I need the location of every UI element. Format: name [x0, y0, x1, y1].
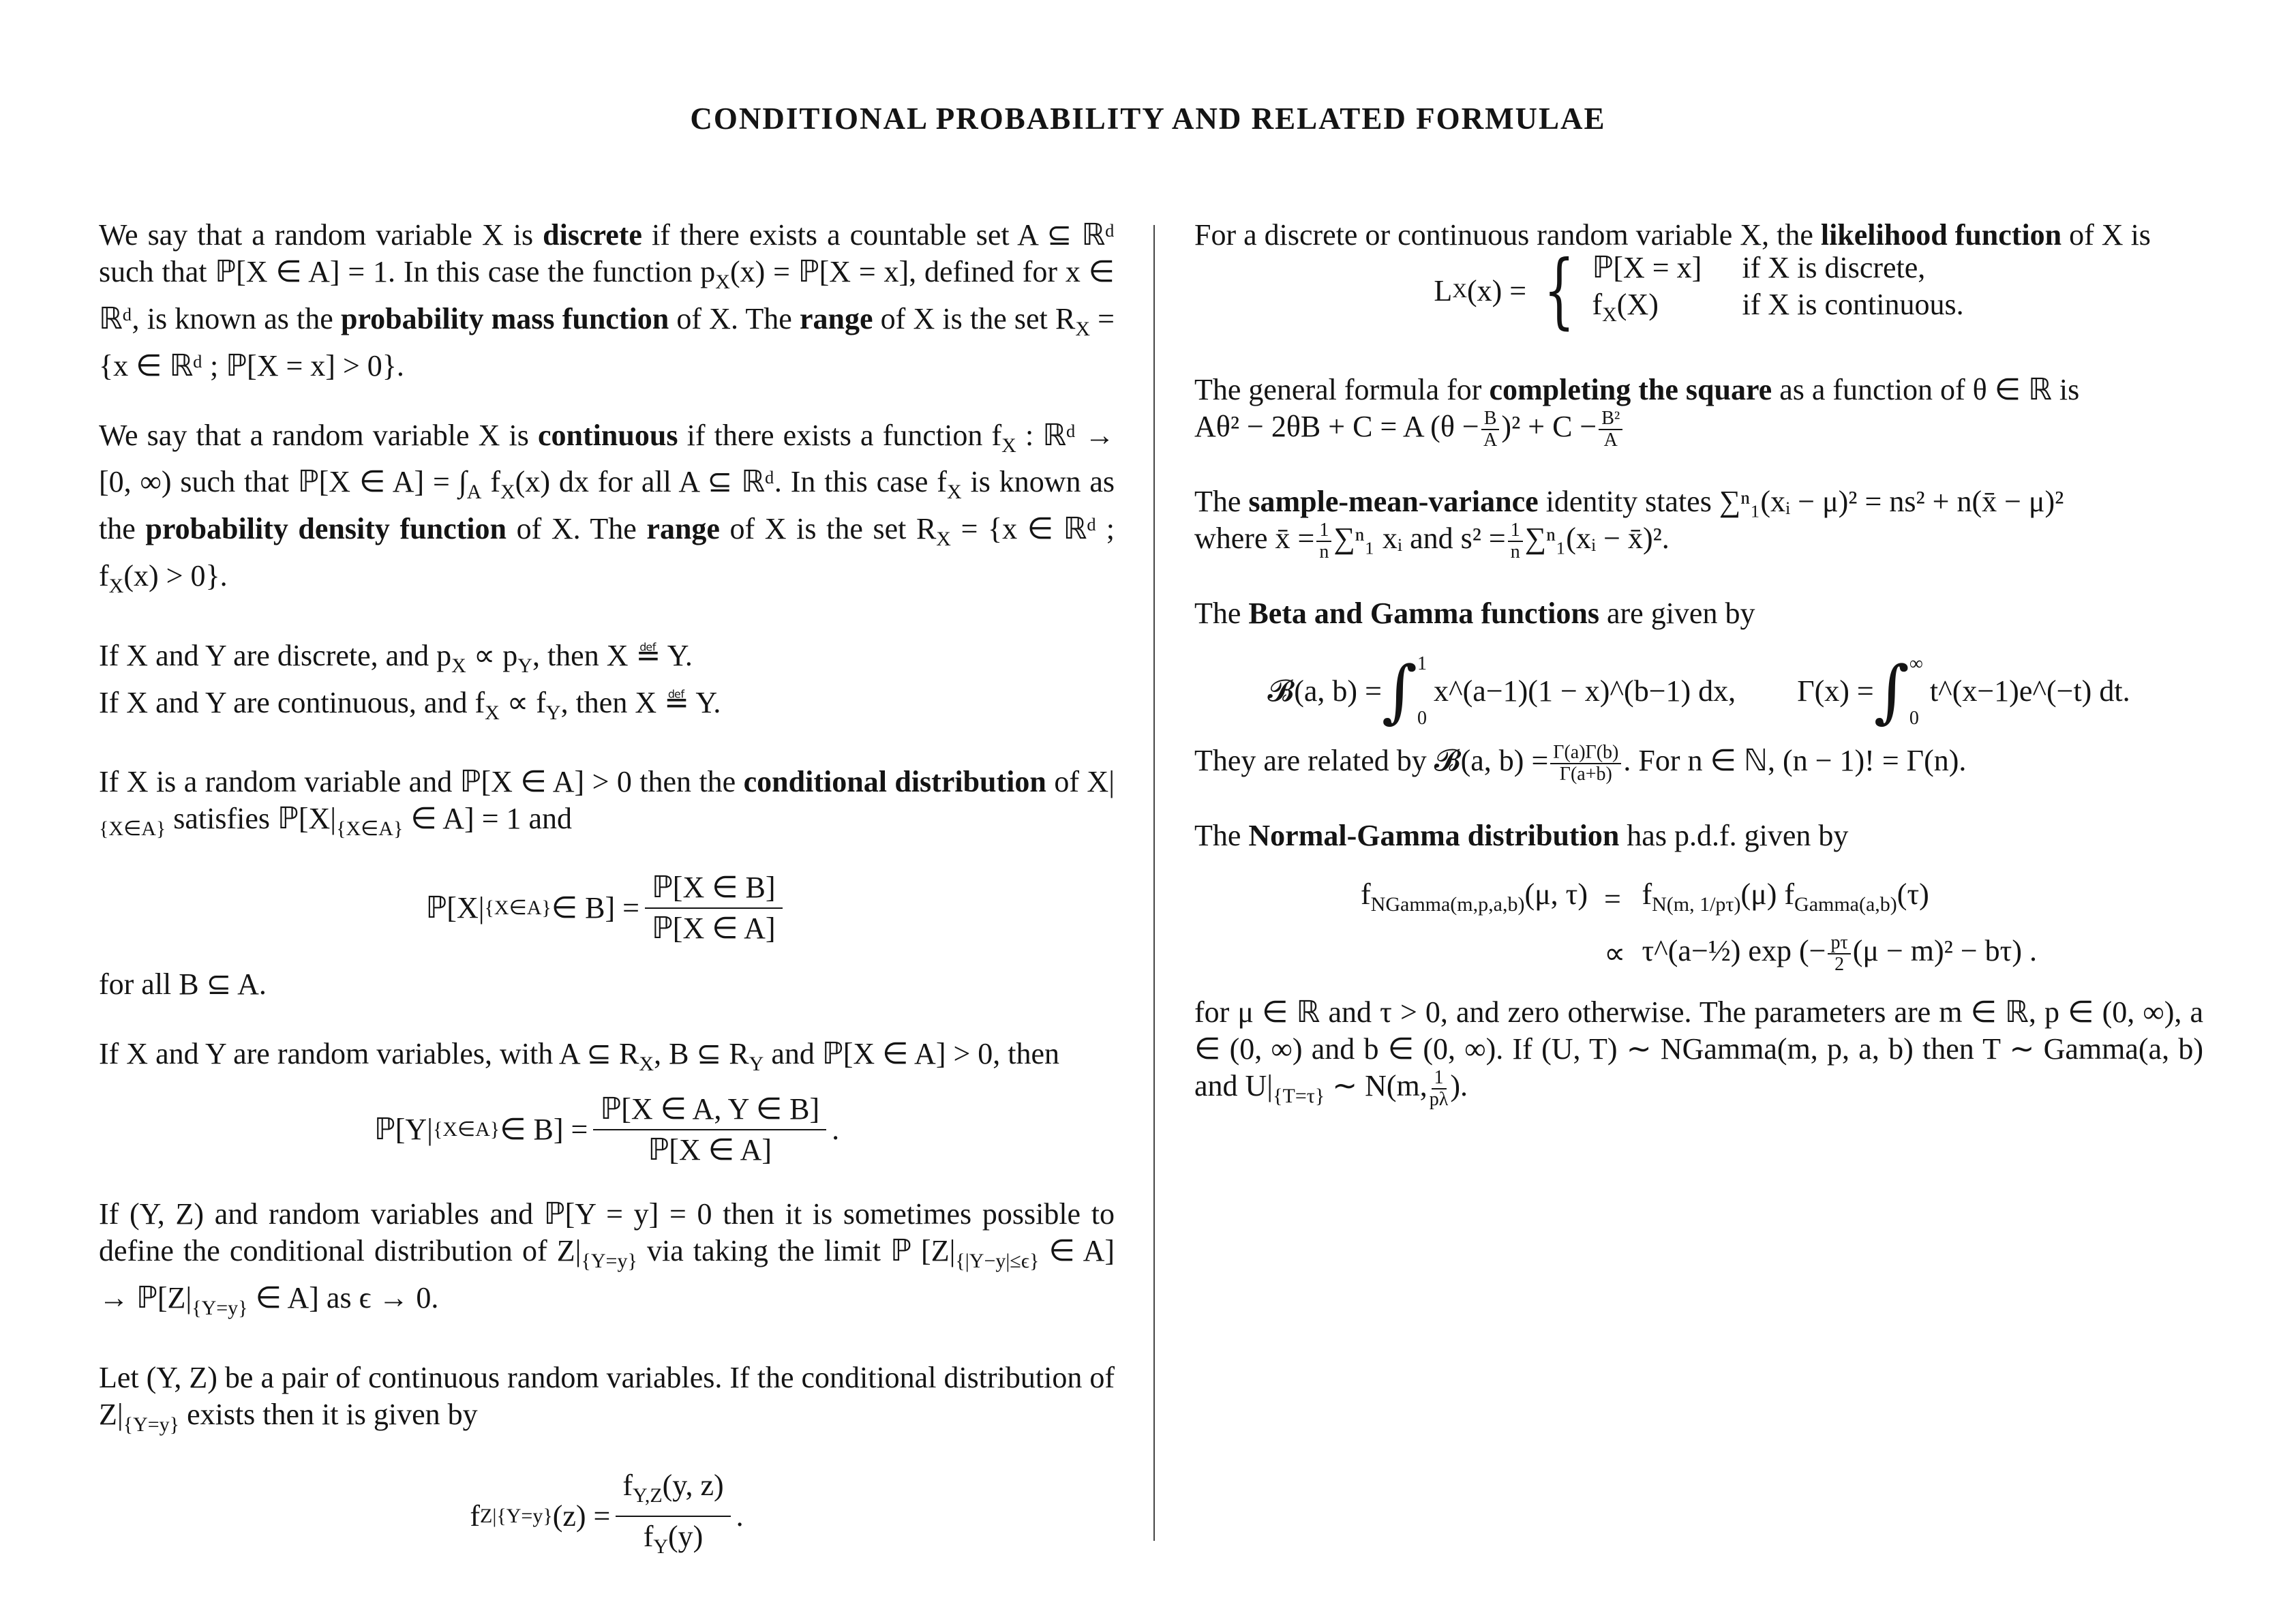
equation-two-variables: ℙ[Y| {X∈A} ∈ B] = $\frac{\text{ℙ[X ∈ A, Y ∈ B]}}{\text{ℙ[X ∈ A]}}$ .	[99, 1091, 1115, 1169]
text: if there exists a countable set A ⊆ ℝᵈ such that ℙ[X ∈ A] = 1. In this case the function p	[99, 218, 1115, 288]
term-completing-square: completing the square	[1489, 372, 1772, 406]
term-pdf: probability density function	[145, 512, 507, 546]
text: where x̄ =	[1194, 521, 1315, 555]
subscript: X	[715, 270, 730, 293]
text: . For n ∈ ℕ, (n − 1)! = Γ(n).	[1623, 743, 1967, 777]
text: if there exists a function f	[678, 418, 1002, 452]
text: ∈ B] =	[500, 1112, 588, 1146]
paragraph-normal-gamma-params	[1194, 994, 2203, 1115]
paragraph-two-variables	[99, 1036, 1115, 1083]
text: The general formula for	[1194, 372, 1490, 406]
paragraph-equal-distribution	[99, 637, 1115, 732]
text: : ℝᵈ → [0, ∞) such that ℙ[X ∈ A] = ∫	[99, 418, 1115, 499]
subscript: A	[466, 481, 482, 504]
gamma-integral: Γ(x) = ∫ ∞ 0 t^(x−1)e^(−t) dt.	[1797, 650, 2130, 731]
paragraph-discrete	[99, 217, 1115, 385]
text: ∈ B] =	[551, 891, 639, 925]
paragraph-beta-gamma-relation	[1194, 742, 2203, 785]
text: The	[1194, 596, 1249, 630]
text: They are related by 𝓑(a, b) =	[1194, 743, 1549, 777]
paragraph-pair	[99, 1359, 1115, 1443]
subscript: X	[1001, 434, 1016, 457]
subscript: X	[946, 481, 962, 504]
subscript: {Y=y}	[581, 1249, 637, 1272]
fraction: $\frac{B}{A}$	[1481, 408, 1500, 451]
subscript: Y	[517, 654, 532, 677]
text: If X and Y are discrete, and p	[99, 638, 452, 672]
text: f	[470, 1499, 480, 1533]
numerator: $f_{Y,Z}(y$, z)	[616, 1467, 730, 1517]
text: of X. The	[506, 512, 647, 546]
text: satisfies ℙ[X|	[166, 802, 337, 836]
fraction: $\frac{p\tau}{2}$	[1828, 933, 1850, 975]
subscript: {X∈A}	[432, 1117, 500, 1141]
term-sample-mean-variance: sample-mean-variance	[1248, 484, 1539, 518]
text: We say that a random variable X is	[99, 418, 539, 452]
text: = {x ∈ ℝᵈ ; f	[99, 512, 1115, 592]
text: via taking the limit ℙ [Z|	[637, 1233, 956, 1267]
text: of X is the set R	[873, 301, 1076, 335]
page-title: CONDITIONAL PROBABILITY AND RELATED FORMULAE	[690, 102, 1606, 136]
denominator: ℙ[X ∈ A]	[648, 1132, 772, 1167]
subscript: {X∈A}	[484, 897, 552, 920]
fraction	[616, 1467, 730, 1565]
subscript: X	[639, 1052, 654, 1075]
subscript: Y	[545, 701, 561, 724]
paragraph-for-all: for all B ⊆ A.	[99, 967, 267, 1002]
brace-icon: {	[1543, 243, 1575, 339]
text: identity states ∑ⁿ₁(xᵢ − μ)² = ns² + n(x̄ − μ)²	[1538, 484, 2064, 518]
numerator: ℙ[X ∈ A, Y ∈ B]	[593, 1091, 826, 1130]
text: of X is the set R	[719, 512, 937, 546]
text: If X and Y are random variables, with A ⊆ R	[99, 1037, 639, 1071]
text: L	[1434, 274, 1453, 308]
paragraph-normal-gamma	[1194, 817, 2203, 854]
subscript: X	[108, 574, 124, 597]
subscript: {Y=y}	[123, 1413, 180, 1436]
text: Let (Y, Z) be a pair of continuous random variables. If the conditional distribution of Z|	[99, 1360, 1115, 1431]
subscript: X	[500, 481, 515, 504]
text: ∈ A] = 1 and	[403, 802, 573, 836]
term-range: range	[799, 301, 873, 335]
text: )² + C −	[1501, 409, 1597, 443]
paragraph-completing-square	[1194, 372, 2203, 451]
text: ∈ A] → ℙ[Z|	[99, 1233, 1115, 1314]
fraction: $\frac{1}{n}$	[1508, 520, 1523, 562]
integral-icon: ∫	[1873, 650, 1909, 731]
equation-beta-gamma	[1194, 650, 2203, 731]
text: of X is	[2061, 218, 2151, 252]
text: , B ⊆ R	[654, 1037, 749, 1071]
paragraph-continuous	[99, 417, 1115, 605]
text: , then X ≝ Y.	[560, 685, 721, 719]
paragraph-conditional-distribution	[99, 764, 1115, 847]
text: (x) dx for all A ⊆ ℝᵈ. In this case f	[515, 465, 947, 499]
subscript: X	[936, 527, 951, 550]
term-discrete: discrete	[543, 218, 642, 252]
term-pmf: probability mass function	[340, 301, 669, 335]
text: = {x ∈ ℝᵈ ; ℙ[X = x] > 0}.	[99, 301, 1115, 382]
text: , then X ≝ Y.	[532, 638, 693, 672]
subscript: X	[1075, 317, 1090, 340]
equation-normal-gamma: $f_{NGamma(m,p,a,b)}(\mu$, τ) = $f_{N(m, 1/p\tau)}(\mu)$ $f_{Gamma(a,b)}(\tau)$ ∝ τ^(a−½) exp (− $\frac{p\tau}{2}$ (μ − m)² − bτ) .	[1361, 877, 2037, 975]
text: The	[1194, 484, 1249, 518]
subscript: {Y=y}	[192, 1296, 248, 1319]
subscript: X	[1452, 280, 1467, 303]
term-conditional-distribution: conditional distribution	[743, 765, 1046, 799]
text: For a discrete or continuous random variable X, the	[1194, 218, 1821, 252]
text: ∑ⁿ₁ xᵢ and s² =	[1333, 521, 1506, 555]
term-normal-gamma: Normal-Gamma distribution	[1248, 818, 1620, 852]
text: The	[1194, 818, 1249, 852]
paragraph-sample-mean-variance	[1194, 483, 2203, 562]
text: (x) =	[1466, 274, 1527, 308]
text: ).	[1450, 1068, 1468, 1102]
cases: { ℙ[X = x] if X is discrete, $f_X(X)$ if X is continuous.	[1543, 243, 1964, 339]
text: (z) =	[552, 1499, 611, 1533]
paragraph-likelihood	[1194, 217, 2203, 254]
term-beta-gamma: Beta and Gamma functions	[1248, 596, 1599, 630]
text: ℙ[X|	[425, 891, 485, 925]
fraction: $\frac{\Gamma(a)\Gamma(b)}{\Gamma(a+b)}$	[1550, 742, 1621, 785]
term-likelihood: likelihood function	[1820, 218, 2062, 252]
subscript: X	[485, 701, 500, 724]
numerator: ℙ[X ∈ B]	[645, 869, 783, 909]
text: are given by	[1599, 596, 1755, 630]
text: for μ ∈ ℝ and τ > 0, and zero otherwise. The parameters are m ∈ ℝ, p ∈ (0, ∞), a ∈ (0, ∞) and b ∈ (0, ∞). If (U, T) ∼ NGamma(m, p, a, b) then T ∼ Gamma(a, b) and U|	[1194, 995, 2203, 1102]
text: exists then it is given by	[179, 1397, 478, 1431]
text: ∼ N(m,	[1325, 1068, 1428, 1102]
text: and ℙ[X ∈ A] > 0, then	[764, 1037, 1060, 1071]
subscript: {T=τ}	[1273, 1084, 1325, 1107]
text: If X is a random variable and ℙ[X ∈ A] > 0 then the	[99, 765, 744, 799]
subscript: {|Y−y|≤ϵ}	[955, 1249, 1040, 1272]
subscript: Z|{Y=y}	[480, 1505, 553, 1528]
paragraph-limit	[99, 1196, 1115, 1327]
text: as a function of θ ∈ ℝ is	[1772, 372, 2080, 406]
beta-integral: 𝓑(a, b) = ∫ 1 0 x^(a−1)(1 − x)^(b−1) dx,	[1267, 650, 1736, 731]
term-continuous: continuous	[538, 418, 678, 452]
term-range: range	[646, 512, 720, 546]
fraction: $\frac{1}{p\lambda}$	[1429, 1066, 1449, 1110]
equation-likelihood	[1194, 243, 2203, 339]
subscript: {X∈A}	[99, 817, 166, 841]
text: of X|	[1046, 765, 1115, 799]
fraction: $\frac{1}{n}$	[1316, 520, 1331, 562]
right-column	[1194, 217, 2203, 1147]
fraction: $\frac{\text{B²}}{A}$	[1599, 408, 1622, 451]
subscript: {X∈A}	[336, 817, 404, 841]
text: Aθ² − 2θB + C = A (θ −	[1194, 409, 1479, 443]
text: If (Y, Z) and random variables and ℙ[Y = y] = 0 then it is sometimes possible to define the conditional distribution of Z|	[99, 1197, 1115, 1267]
paragraph-beta-gamma	[1194, 595, 2203, 632]
text: If X and Y are continuous, and f	[99, 685, 485, 719]
subscript: Y	[749, 1052, 764, 1075]
fraction	[593, 1091, 826, 1169]
text: ∑ⁿ₁(xᵢ − x̄)².	[1524, 521, 1670, 555]
integral-icon: ∫	[1381, 650, 1417, 731]
equation-conditional	[99, 869, 1115, 947]
text: ℙ[Y|	[374, 1112, 433, 1146]
denominator: ℙ[X ∈ A]	[651, 912, 776, 946]
text: ∈ A] as ϵ → 0.	[247, 1280, 439, 1314]
denominator: $f_Y(y)$	[643, 1520, 704, 1558]
fraction	[645, 869, 783, 947]
equation-conditional-density: f Z|{Y=y} (z) = $\frac{f_{Y,Z}(y, z)}{f_Y(y)}$ .	[99, 1467, 1115, 1565]
text: (x) = ℙ[X = x], defined for x ∈ ℝᵈ, is known as the	[99, 255, 1115, 335]
left-column	[99, 217, 1115, 1584]
text: ∝ f	[499, 685, 546, 719]
text: (x) > 0}.	[123, 558, 228, 592]
column-divider	[1153, 225, 1155, 1541]
subscript: X	[451, 654, 466, 677]
text: f	[481, 465, 500, 499]
text: is known as the	[99, 465, 1115, 546]
text: We say that a random variable X is	[99, 218, 543, 252]
text: ∝ p	[466, 638, 518, 672]
text: has p.d.f. given by	[1619, 818, 1849, 852]
text: of X. The	[669, 301, 800, 335]
